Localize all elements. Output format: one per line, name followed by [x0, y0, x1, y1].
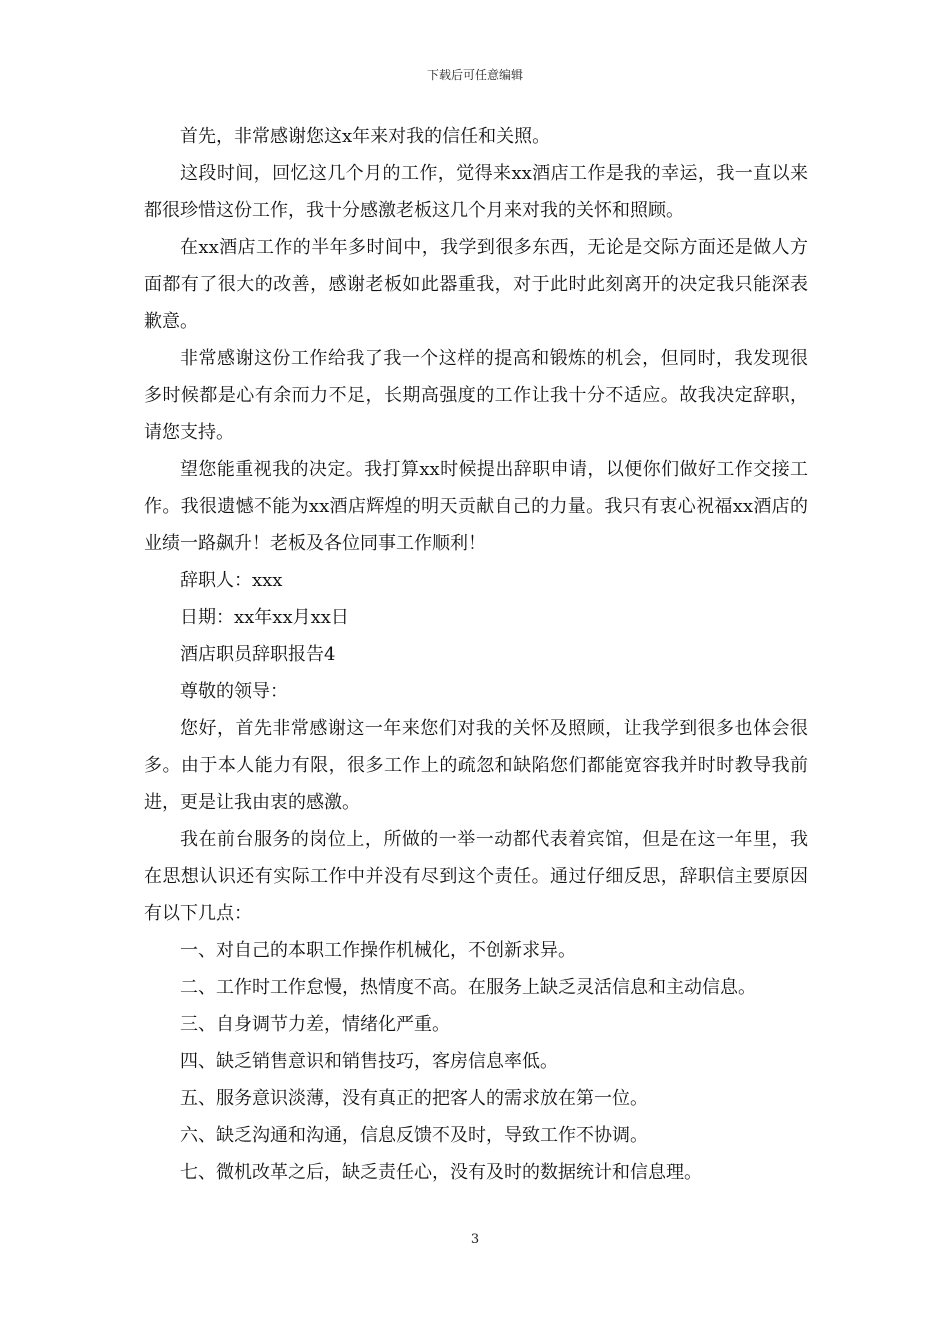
paragraph: 您好，首先非常感谢这一年来您们对我的关怀及照顾，让我学到很多也体会很多。由于本人能力有限，很多工作上的疏忽和缺陷您们都能宽容我并时时教导我前进，更是让我由衷的感激。	[144, 718, 808, 813]
paragraph: 非常感谢这份工作给我了我一个这样的提高和锻炼的机会，但同时，我发现很多时候都是心有余而力不足，长期高强度的工作让我十分不适应。故我决定辞职，请您支持。	[144, 348, 808, 443]
page-header: 下载后可任意编辑	[426, 68, 523, 82]
list-item: 一、对自己的本职工作操作机械化，不创新求异。	[180, 940, 576, 961]
signature-line: 辞职人：xxx	[180, 570, 283, 591]
section-title: 酒店职员辞职报告4	[180, 644, 336, 665]
list-item: 五、服务意识淡薄，没有真正的把客人的需求放在第一位。	[180, 1088, 648, 1109]
paragraph: 我在前台服务的岗位上，所做的一举一动都代表着宾馆，但是在这一年里，我在思想认识还有实际工作中并没有尽到这个责任。通过仔细反思，辞职信主要原因有以下几点：	[144, 829, 808, 924]
paragraph: 首先，非常感谢您这x年来对我的信任和关照。	[180, 126, 551, 147]
list-item: 四、缺乏销售意识和销售技巧，客房信息率低。	[180, 1051, 558, 1072]
page-number: 3	[470, 1232, 480, 1247]
list-item: 七、微机改革之后，缺乏责任心，没有及时的数据统计和信息理。	[180, 1162, 702, 1183]
date-line: 日期：xx年xx月xx日	[180, 607, 349, 628]
paragraph: 这段时间，回忆这几个月的工作，觉得来xx酒店工作是我的幸运，我一直以来都很珍惜这份工作，我十分感激老板这几个月来对我的关怀和照顾。	[144, 163, 808, 221]
paragraph: 在xx酒店工作的半年多时间中，我学到很多东西，无论是交际方面还是做人方面都有了很大的改善，感谢老板如此器重我，对于此时此刻离开的决定我只能深表歉意。	[144, 237, 808, 332]
list-item: 三、自身调节力差，情绪化严重。	[180, 1014, 450, 1035]
document-body	[144, 118, 808, 1191]
list-item: 二、工作时工作怠慢，热情度不高。在服务上缺乏灵活信息和主动信息。	[180, 977, 756, 998]
salutation: 尊敬的领导：	[180, 681, 288, 702]
list-item: 六、缺乏沟通和沟通，信息反馈不及时，导致工作不协调。	[180, 1125, 648, 1146]
paragraph: 望您能重视我的决定。我打算xx时候提出辞职申请，以便你们做好工作交接工作。我很遗憾不能为xx酒店辉煌的明天贡献自己的力量。我只有衷心祝福xx酒店的业绩一路飙升！老板及各位同事工作顺利！	[144, 459, 808, 554]
